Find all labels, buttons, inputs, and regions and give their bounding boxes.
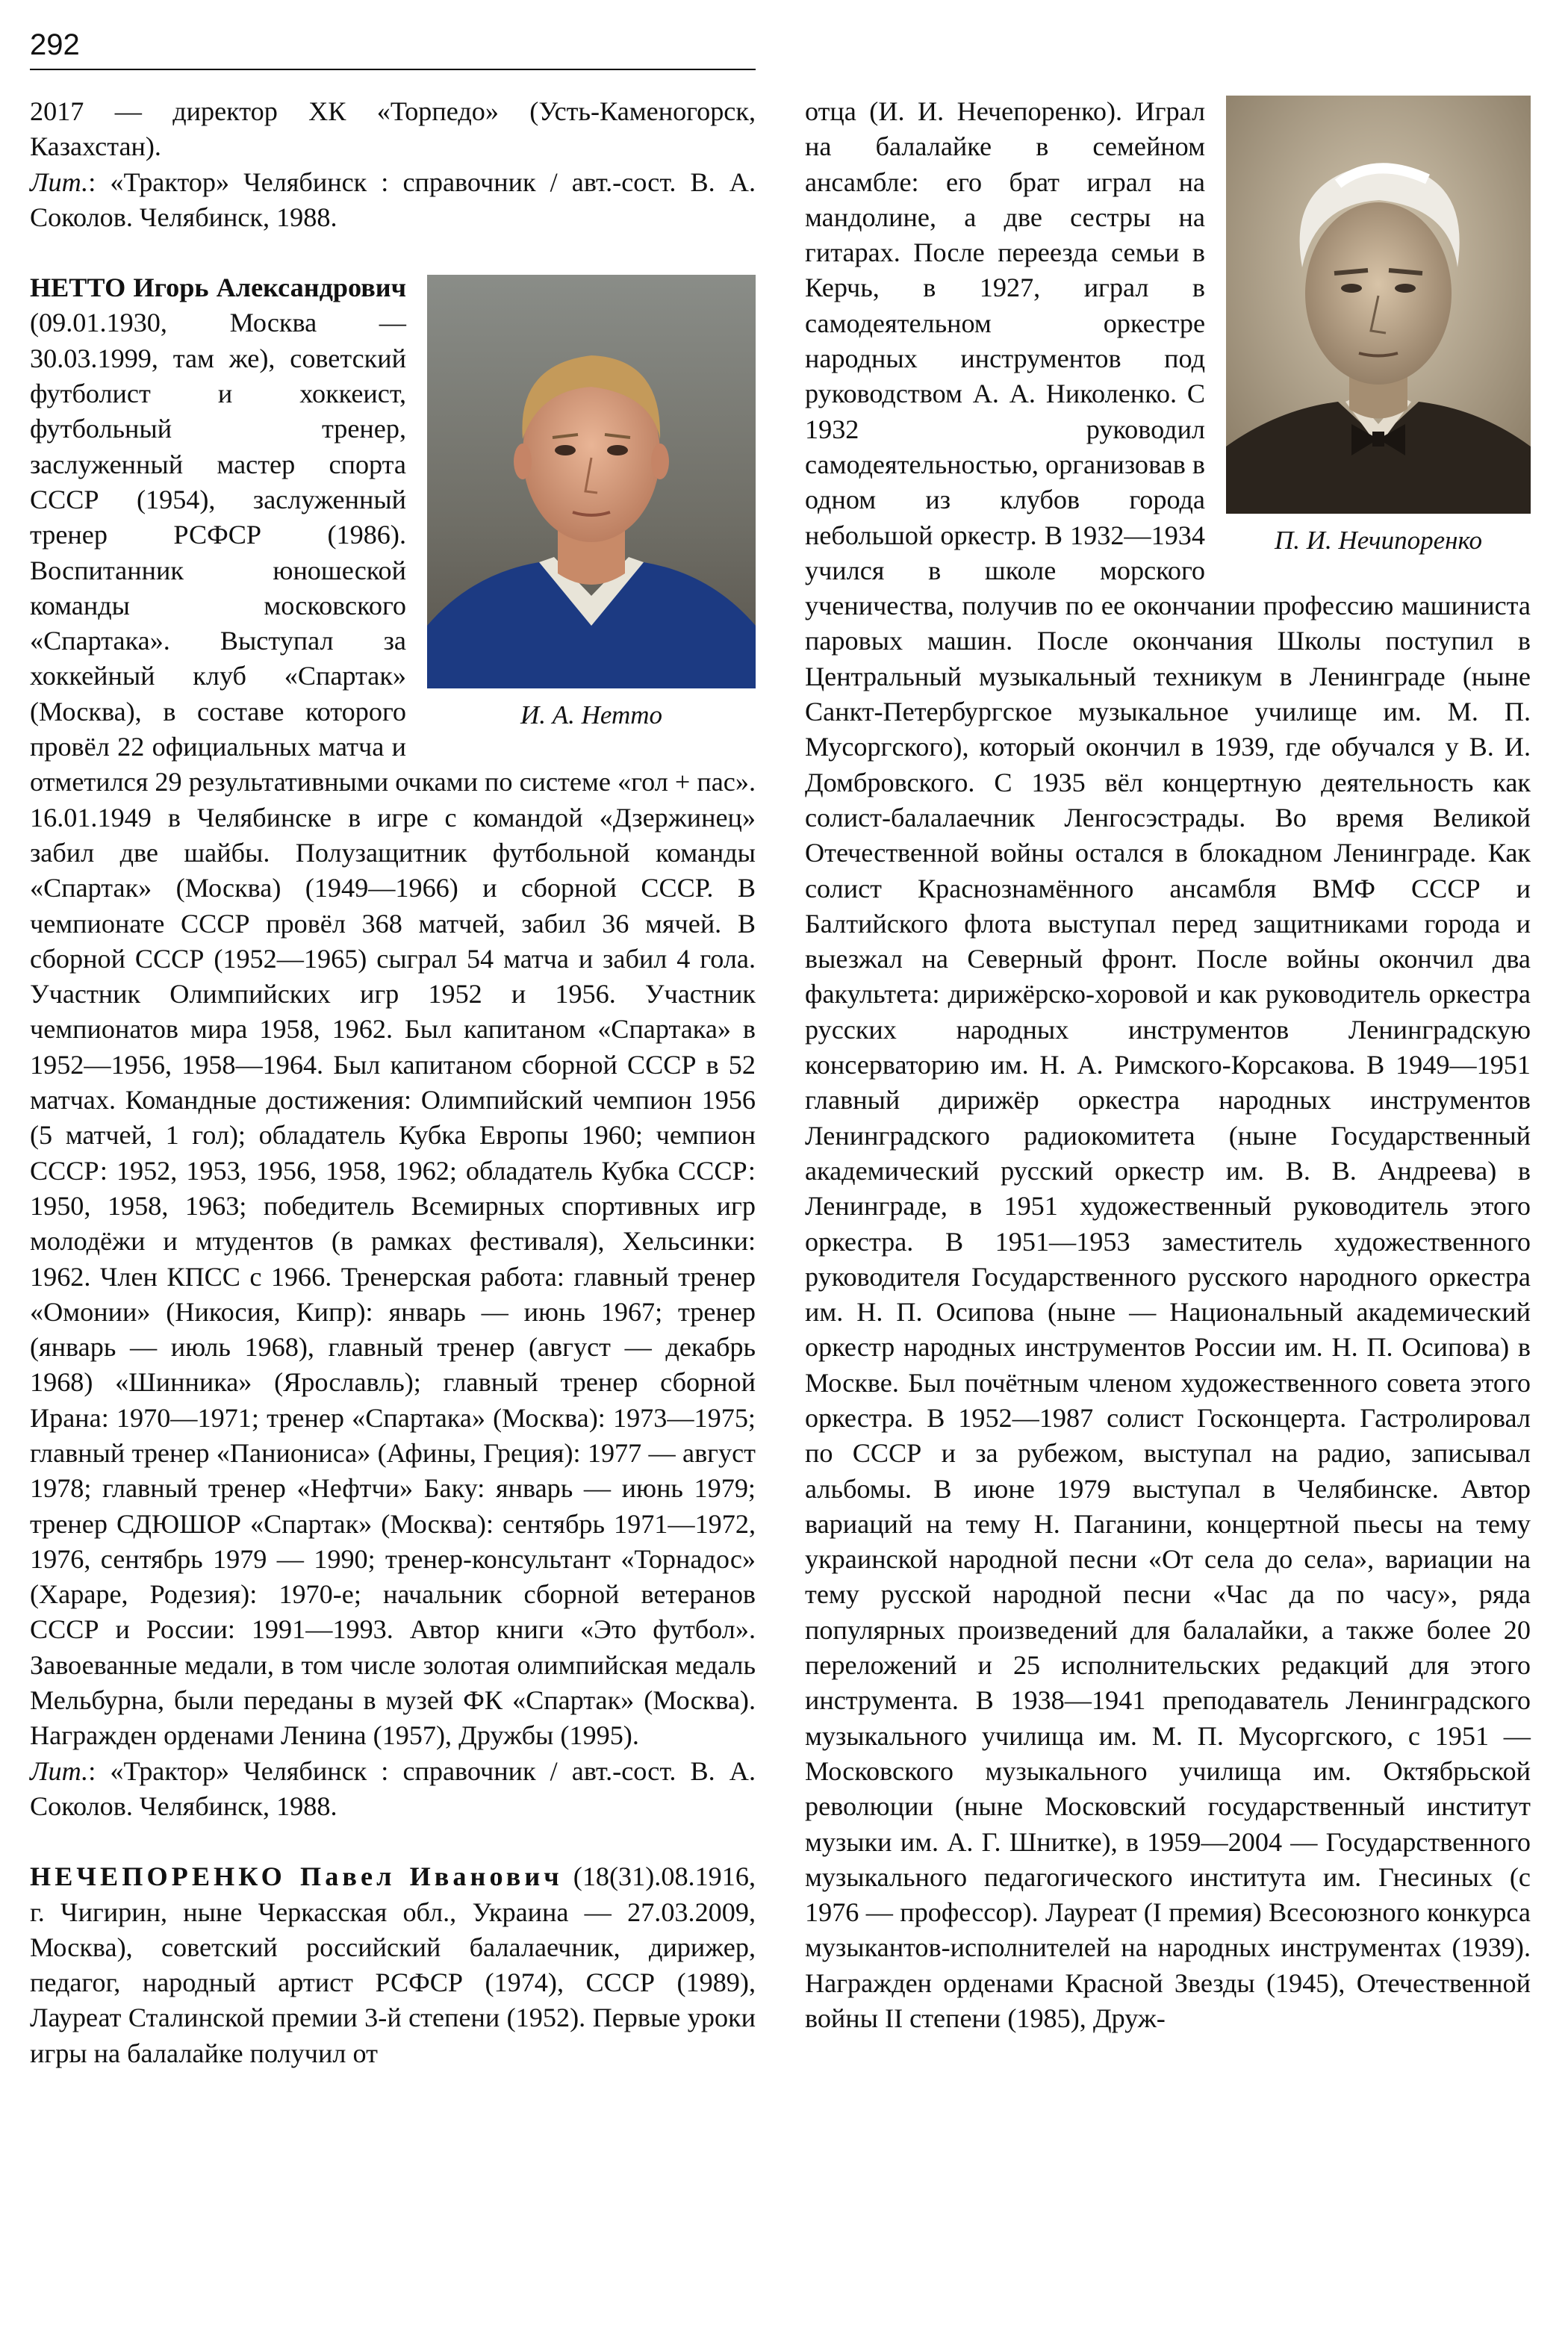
netto-lit-label: Лит. <box>30 1755 89 1786</box>
intro-paragraph <box>30 94 756 235</box>
nechiporenko-entry <box>30 1859 756 2071</box>
netto-body: (09.01.1930, Москва — 30.03.1999, там же), советский футболист и хоккеист, футбольный тренер, заслуженный мастер спорта СССР (1954), заслуженный тренер РСФСР (1986). Воспитанник юношеской команды московского «Спартака». Выступал за хоккейный клуб «Спартак» (Москва), в составе которого провёл 22 официальных матча и отметился 29 результативными очками по системе «гол + пас». 16.01.1949 в Челябинске в игре с командой «Дзержинец» забил две шайбы. Полузащитник футбольной команды «Спартак» (Москва) (1949—1966) и сборной СССР. В чемпионате СССР провёл 368 матчей, забил 36 мячей. В сборной СССР (1952—1965) сыграл 54 матча и забил 4 гола. Участник Олимпийских игр 1952 и 1956. Участник чемпионатов мира 1958, 1962. Был капитаном «Спартака» в 1952—1956, 1958—1964. Был капитаном сборной СССР в 52 матчах. Командные достижения: Олимпийский чемпион 1956 (5 матчей, 1 гол); обладатель Кубка Европы 1960; чемпион СССР: 1952, 1953, 1956, 1958, 1962; обладатель Кубка СССР: 1950, 1958, 1963; победитель Всемирных спортивных игр молодёжи и мтудентов (в рамках фестиваля), Хельсинки: 1962. Член КПСС с 1966. Тренерская работа: главный тренер «Омонии» (Никосия, Кипр): январь — июнь 1967; тренер (январь — июль 1968), главный тренер (август — декабрь 1968) «Шинника» (Ярославль); главный тренер сборной Ирана: 1970—1971; тренер «Спартака» (Москва): 1973—1975; главный тренер «Паниониса» (Афины, Греция): 1977 — август 1978; главный тренер «Нефтчи» Баку: январь — июнь 1979; тренер СДЮШОР «Спартак» (Москва): сентябрь 1971—1972, 1976, сентябрь 1979 — 1990; тренер-консультант «Торнадос» (Хараре, Родезия): 1970-е; начальник сборной ветеранов СССР и России: 1991—1993. Автор книги «Это футбол». Завоеванные медали, в том числе золотая олимпийская медаль Мельбурна, были переданы в музей ФК «Спартак» (Москва). Награжден орденами Ленина (1957), Дружбы (1995). <box>30 308 756 1751</box>
nechiporenko-body: (18(31).08.1916, г. Чигирин, ныне Черкасская обл., Украина — 27.03.2009, Москва), советский российский балалаечник, дирижер, педагог, народный артист РСФСР (1974), СССР (1989), Лауреат Сталинской премии 3-й степени (1952). Первые уроки игры на балалайке получил от <box>30 1861 756 2068</box>
right-column <box>805 94 1531 2036</box>
lit-label: Лит. <box>30 167 89 197</box>
nechiporenko-continuation: отца (И. И. Нечепоренко). Играл на балалайке в семейном ансамбле: его брат играл на мандолине, а две сестры на гитарах. После переезда семьи в Керчь, в 1927, играл в самодеятельном оркестре народных инструментов под руководством А. А. Николенко. С 1932 руководил самодеятельностью, организовав в одном из клубов города небольшой оркестр. В 1932—1934 учился в школе морского ученичества, получив по ее окончании профессию машиниста паровых машин. После окончания Школы поступил в Центральный музыкальный техникум в Ленинграде (ныне Санкт-Петербургское музыкальное училище им. М. П. Мусоргского), который окончил в 1939, где обучался у В. И. Домбровского. С 1935 вёл концертную деятельность как солист-балалаечник Ленгосэстрады. Во время Великой Отечественной войны остался в блокадном Ленинграде. Как солист Краснознамённого ансамбля ВМФ СССР и Балтийского флота выступал перед защитниками города и выезжал на Северный фронт. После войны окончил два факультета: дирижёрско-хоровой и как руководитель оркестра русских народных инструментов Ленинградскую консерваторию им. Н. А. Римского-Корсакова. В 1949—1951 главный дирижёр оркестра народных инструментов Ленинградского радиокомитета (ныне Государственный академический русский оркестр им. В. В. Андреева) в Ленинграде, в 1951 художественный руководитель этого оркестра. В 1951—1953 заместитель художественного руководителя Государственного русского народного оркестра им. Н. П. Осипова (ныне — Национальный академический оркестр народных инструментов России им. Н. П. Осипова) в Москве. Был почётным членом художественного совета этого оркестра. В 1952—1987 солист Госконцерта. Гастролировал по СССР и за рубежом, выступал на радио, записывал альбомы. В июне 1979 выступал в Челябинске. Автор вариаций на тему Н. Паганини, концертной пьесы на тему украинской народной песни «От села до села», вариации на тему русской народной песни «Час да по часу», ряда популярных произведений для балалайки, а также более 20 переложений и 25 исполнительских редакций для этого инструмента. В 1938—1941 преподаватель Ленинградского музыкального училища им. М. П. Мусоргского, с 1951 — Московского музыкального училища им. Октябрьской революции (ныне Московский государственный институт музыки им. А. Г. Шнитке), в 1959—2004 — Государственного музыкального педагогического института им. Гнесиных (с 1976 — профессор). Лауреат (I премия) Всесоюзного конкурса музыкантов-исполнителей на народных инструментах (1939). Награжден орденами Красной Звезды (1945), Отечественной войны II степени (1985), Друж- <box>805 96 1531 2034</box>
left-column <box>30 94 756 2071</box>
nechiporenko-photo <box>1226 96 1531 514</box>
lit-text: : «Трактор» Челябинск : справочник / авт.-сост. В. А. Соколов. Челябинск, 1988. <box>30 167 756 232</box>
nechiporenko-name: НЕЧЕПОРЕНКО Павел Иванович <box>30 1861 563 1892</box>
page-number: 292 <box>30 28 80 61</box>
netto-figure <box>427 275 756 750</box>
netto-photo-caption: И. А. Нетто <box>520 700 663 730</box>
netto-lit-text: : «Трактор» Челябинск : справочник / авт.-сост. В. А. Соколов. Челябинск, 1988. <box>30 1755 756 1821</box>
header-rule <box>30 69 756 70</box>
nechiporenko-figure <box>1226 96 1531 559</box>
netto-name: НЕТТО Игорь Александрович <box>30 273 406 303</box>
nechiporenko-photo-caption: П. И. Нечипоренко <box>1274 526 1483 555</box>
intro-text: 2017 — директор ХК «Торпедо» (Усть-Каменогорск, Казахстан). <box>30 96 756 162</box>
netto-photo <box>427 275 756 688</box>
